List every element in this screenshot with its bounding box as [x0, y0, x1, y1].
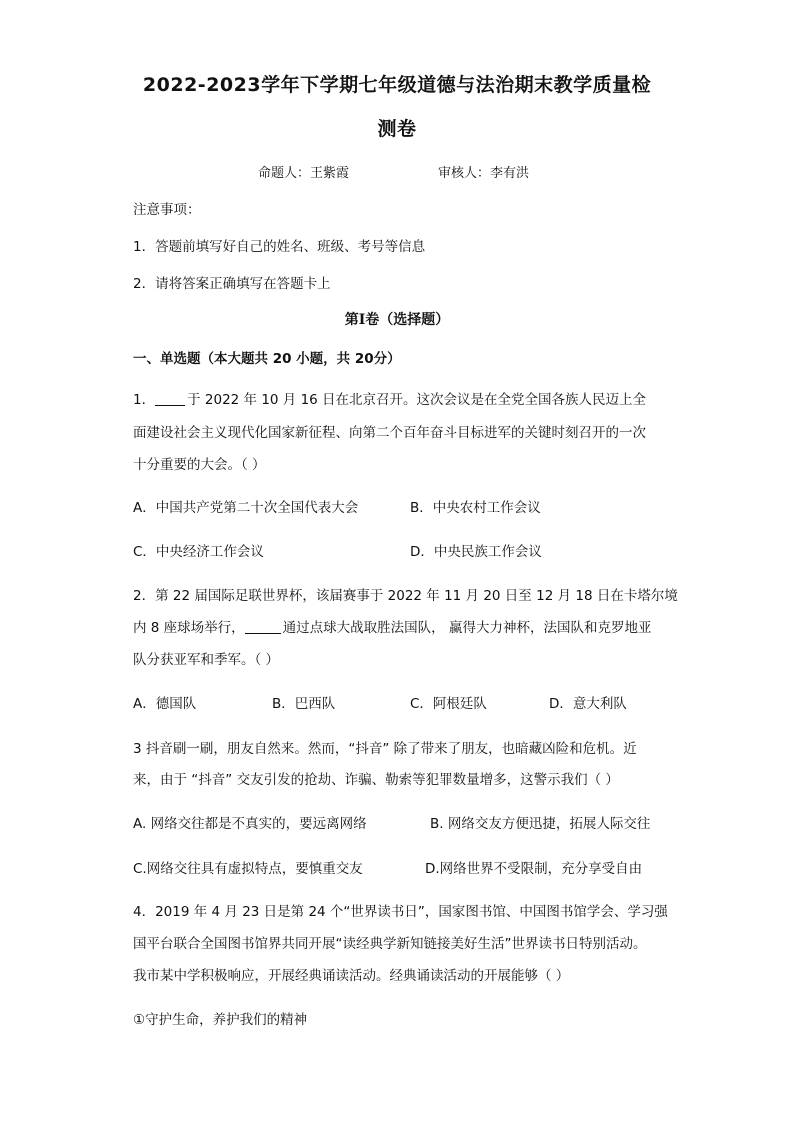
reviewer-name: 审核人：李有洪	[438, 166, 530, 181]
question-1-line-2: 面建设社会主义现代化国家新征程、向第二个百年奋斗目标进军的关键时刻召开的一次	[133, 425, 646, 441]
exam-title-line1: 2022-2023学年下学期七年级道德与法治期末教学质量检	[142, 74, 652, 96]
notice-heading: 注意事项：	[133, 202, 201, 218]
option-c: C.网络交往具有虚拟特点，要慎重交友	[133, 861, 363, 877]
option-b: B. 网络交友方便迅捷，拓展人际交往	[430, 816, 651, 832]
option-d: D．意大利队	[549, 696, 627, 712]
question-number: 1．	[133, 392, 156, 408]
question-2-line-2	[133, 616, 651, 636]
question-2-line-3: 队分获亚军和季军。（ ）	[133, 652, 280, 668]
question-4-line-1: 4．2019 年 4 月 23 日是第 24 个“世界读书日”，国家图书馆、中国图书馆学会、学习强	[133, 904, 668, 920]
answer-blank	[155, 391, 185, 406]
answer-blank	[245, 619, 281, 634]
notice-item-2: 2．请将答案正确填写在答题卡上	[133, 276, 331, 292]
exam-title-line2: 测卷	[377, 118, 417, 140]
question-text: 通过点球大战取胜法国队， 赢得大力神杯，法国队和克罗地亚	[282, 620, 652, 636]
option-d: D.网络世界不受限制，充分享受自由	[425, 861, 643, 877]
question-text: 内 8 座球场举行，	[133, 620, 245, 636]
option-d: D．中央民族工作会议	[410, 544, 542, 560]
question-4-line-3: 我市某中学积极响应，开展经典诵读活动。经典诵读活动的开展能够（ ）	[133, 968, 570, 984]
option-c: C．中央经济工作会议	[133, 544, 264, 560]
author-name: 命题人：王紫霞	[258, 166, 350, 181]
option-c: C．阿根廷队	[410, 696, 487, 712]
question-2-line-1: 2．第 22 届国际足联世界杯，该届赛事于 2022 年 11 月 20 日至 12 月 18 日在卡塔尔境	[133, 588, 678, 604]
option-a: A. 网络交往都是不真实的，要远离网络	[133, 816, 367, 832]
part-heading: 一、单选题（本大题共 20 小题，共 20分）	[133, 351, 401, 367]
option-b: B．巴西队	[272, 696, 336, 712]
question-1-line-3: 十分重要的大会。（ ）	[133, 457, 266, 473]
option-b: B．中央农村工作会议	[410, 500, 541, 516]
question-text: 于 2022 年 10 月 16 日在北京召开。这次会议是在全党全国各族人民迈上全	[187, 392, 647, 408]
option-a: A．德国队	[133, 696, 197, 712]
question-4-line-2: 国平台联合全国图书馆界共同开展“读经典学新知链接美好生活”世界读书日特别活动。	[133, 936, 647, 952]
section-title: 第I卷（选择题）	[344, 312, 450, 328]
option-a: A．中国共产党第二十次全国代表大会	[133, 500, 359, 516]
question-3-line-1: 3 抖音刷一刷，朋友自然来。然而，“抖音” 除了带来了朋友，也暗藏凶险和危机。近	[133, 741, 637, 757]
question-3-line-2: 来，由于 “抖音” 交友引发的抢劫、诈骗、勒索等犯罪数量增多，这警示我们（ ）	[133, 772, 619, 788]
notice-item-1: 1．答题前填写好自己的姓名、班级、考号等信息	[133, 239, 426, 255]
statement-item-1: ①守护生命，养护我们的精神	[133, 1012, 308, 1028]
question-1-line-1	[133, 388, 646, 408]
